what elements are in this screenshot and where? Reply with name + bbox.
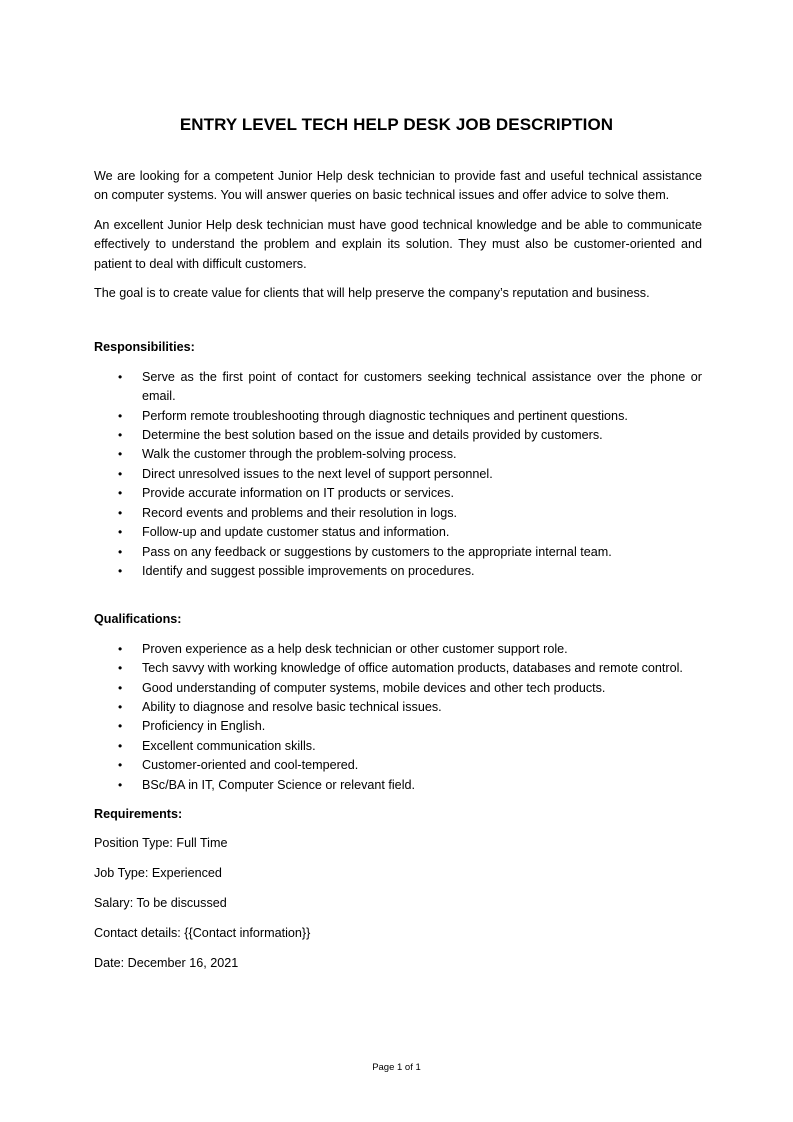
list-item	[94, 368, 702, 407]
bullet-icon: •	[118, 680, 123, 695]
list-item-text: Ability to diagnose and resolve basic technical issues.	[142, 699, 442, 714]
section-spacer	[94, 591, 702, 610]
list-item	[94, 465, 702, 484]
bullet-icon: •	[118, 428, 123, 443]
list-item	[94, 407, 702, 426]
list-item-text: Direct unresolved issues to the next level of support personnel.	[142, 466, 493, 481]
list-item-text: Follow-up and update customer status and information.	[142, 525, 450, 540]
document-body	[94, 167, 702, 984]
section-spacer	[94, 313, 702, 338]
position-type: Position Type: Full Time	[94, 836, 228, 851]
job-type: Job Type: Experienced	[94, 866, 222, 881]
list-item-text: Customer-oriented and cool-tempered.	[142, 758, 359, 773]
list-item	[94, 523, 702, 542]
page-number: Page 1 of 1	[372, 1062, 421, 1073]
bullet-icon: •	[118, 544, 123, 559]
list-item	[94, 776, 702, 795]
bullet-icon: •	[118, 505, 123, 520]
list-item-text: Provide accurate information on IT products or services.	[142, 486, 454, 501]
responsibilities-list	[94, 368, 702, 581]
list-item-text: Good understanding of computer systems, mobile devices and other tech products.	[142, 680, 606, 695]
bullet-icon: •	[118, 563, 123, 578]
bullet-icon: •	[118, 738, 123, 753]
list-item	[94, 737, 702, 756]
document-date: Date: December 16, 2021	[94, 956, 239, 971]
list-item	[94, 562, 702, 581]
list-item	[94, 756, 702, 775]
list-item	[94, 504, 702, 523]
qualifications-heading: Qualifications:	[94, 612, 182, 627]
bullet-icon: •	[118, 777, 123, 792]
list-item-text: Pass on any feedback or suggestions by customers to the appropriate internal team.	[142, 544, 612, 559]
document-title: ENTRY LEVEL TECH HELP DESK JOB DESCRIPTION	[179, 115, 614, 134]
list-item	[94, 659, 702, 678]
list-item	[94, 543, 702, 562]
list-item	[94, 445, 702, 464]
intro-paragraph-3: The goal is to create value for clients that will help preserve the company’s reputation and business.	[94, 286, 650, 301]
qualifications-list	[94, 640, 702, 795]
list-item	[94, 698, 702, 717]
list-item	[94, 717, 702, 736]
responsibilities-heading: Responsibilities:	[94, 340, 195, 355]
list-item-text: Proven experience as a help desk technician or other customer support role.	[142, 641, 568, 656]
list-item-text: Serve as the first point of contact for customers seeking technical assistance over the phone or email.	[142, 369, 702, 404]
bullet-icon: •	[118, 661, 123, 676]
list-item-text: Perform remote troubleshooting through diagnostic techniques and pertinent questions.	[142, 408, 628, 423]
list-item	[94, 426, 702, 445]
list-item-text: Tech savvy with working knowledge of office automation products, databases and remote control.	[142, 661, 683, 676]
list-item-text: Proficiency in English.	[142, 719, 266, 734]
list-item	[94, 679, 702, 698]
bullet-icon: •	[118, 408, 123, 423]
bullet-icon: •	[118, 486, 123, 501]
requirements-heading: Requirements:	[94, 806, 183, 821]
list-item-text: Walk the customer through the problem-solving process.	[142, 447, 457, 462]
contact-details: Contact details: {{Contact information}}	[94, 926, 311, 941]
list-item	[94, 484, 702, 503]
bullet-icon: •	[118, 719, 123, 734]
list-item-text: Determine the best solution based on the issue and details provided by customers.	[142, 428, 603, 443]
list-item-text: Record events and problems and their resolution in logs.	[142, 505, 458, 520]
salary: Salary: To be discussed	[94, 896, 227, 911]
bullet-icon: •	[118, 641, 123, 656]
list-item-text: Identify and suggest possible improvements on procedures.	[142, 563, 475, 578]
list-item-text: BSc/BA in IT, Computer Science or relevant field.	[142, 777, 415, 792]
intro-paragraph-1: We are looking for a competent Junior Help desk technician to provide fast and useful technical assistance on computer systems. You will answer queries on basic technical issues and offer advice to solve them.	[94, 169, 702, 203]
list-item-text: Excellent communication skills.	[142, 738, 316, 753]
list-item	[94, 640, 702, 659]
bullet-icon: •	[118, 369, 123, 384]
bullet-icon: •	[118, 447, 123, 462]
bullet-icon: •	[118, 758, 123, 773]
bullet-icon: •	[118, 525, 123, 540]
bullet-icon: •	[118, 466, 123, 481]
intro-paragraph-2: An excellent Junior Help desk technician must have good technical knowledge and be able to communicate effectively to understand the problem and explain its solution. They must also be customer-oriented and patient to deal with difficult customers.	[94, 217, 702, 271]
bullet-icon: •	[118, 699, 123, 714]
